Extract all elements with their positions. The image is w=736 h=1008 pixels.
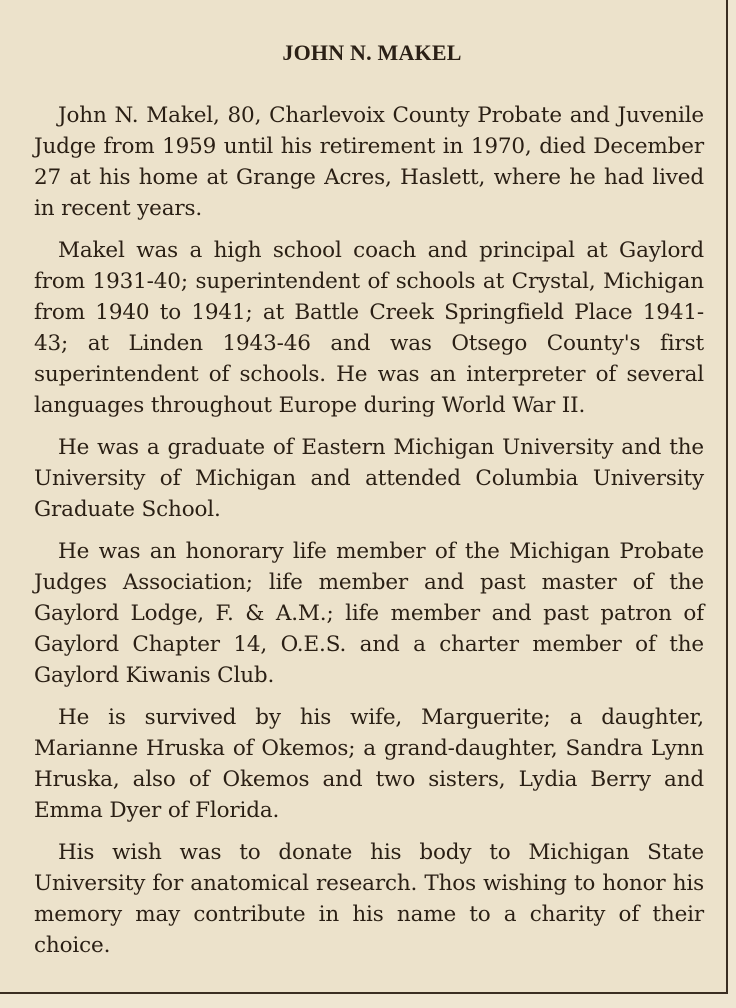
paragraph-memorial-wishes: His wish was to donate his body to Michigan State University for anatomical research. Thos wishing to honor his memory may contribute in his name to a charity of their choice.: [34, 840, 704, 958]
paragraph-education: He was a graduate of Eastern Michigan University and the University of Michigan and attended Columbia University Graduate School.: [34, 435, 704, 522]
paragraph-survivors: He is survived by his wife, Marguerite; a daughter, Marianne Hruska of Okemos; a grand-daughter, Sandra Lynn Hruska, also of Okemos and two sisters, Lydia Berry and Emma Dyer of Florida.: [34, 705, 704, 823]
paragraph-career: Makel was a high school coach and principal at Gaylord from 1931-40; superintendent of schools at Crystal, Michigan from 1940 to 1941; at Battle Creek Springfield Place 1941-43; at Linden 1943-46 and was Otsego County's first superintendent of schools. He was an interpreter of several languages throughout Europe during World War II.: [34, 238, 704, 418]
paragraph-memberships: He was an honorary life member of the Michigan Probate Judges Association; life member and past master of the Gaylord Lodge, F. & A.M.; life member and past patron of Gaylord Chapter 14, O.E.S. and a charter member of the Gaylord Kiwanis Club.: [34, 539, 704, 688]
article-headline: JOHN N. MAKEL: [282, 40, 462, 65]
article-body: [34, 100, 704, 972]
paragraph-obituary-intro: John N. Makel, 80, Charlevoix County Probate and Juvenile Judge from 1959 until his retirement in 1970, died December 27 at his home at Grange Acres, Haslett, where he had lived in recent years.: [34, 103, 704, 221]
